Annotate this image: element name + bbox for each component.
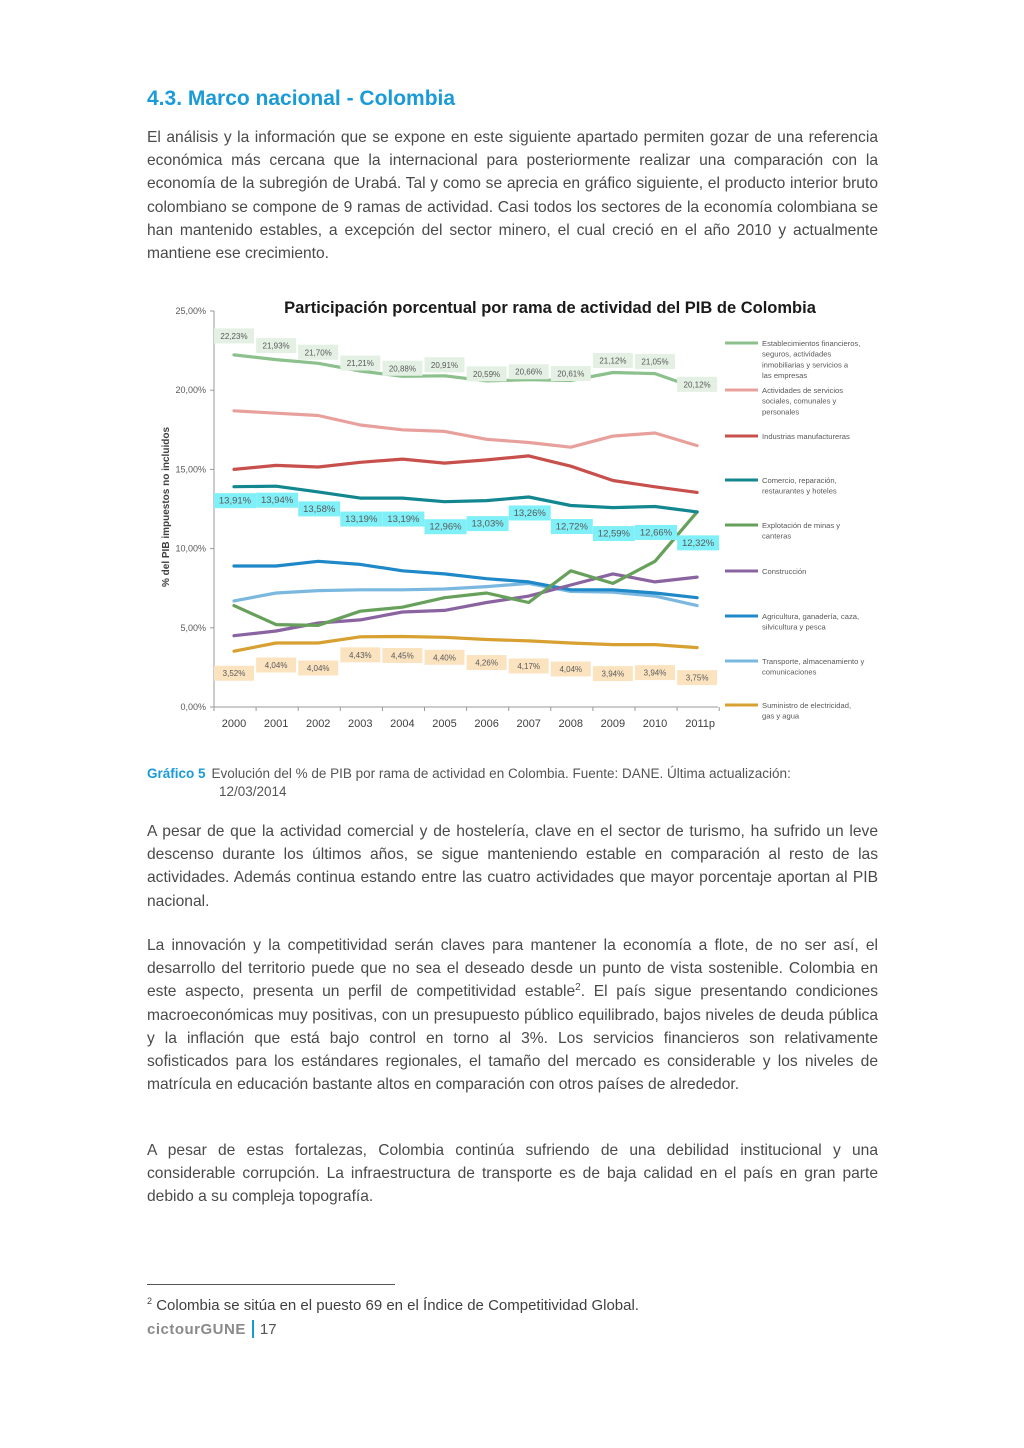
page-footer bbox=[147, 1320, 277, 1338]
legend-label: sociales, comunales y bbox=[762, 396, 837, 406]
footnote-number: 2 bbox=[147, 1296, 153, 1306]
data-label: 4,43% bbox=[348, 650, 372, 660]
legend-label: Construcción bbox=[762, 567, 807, 576]
legend-label: Establecimientos financieros, bbox=[762, 339, 861, 348]
chart-title: Participación porcentual por rama de actividad del PIB de Colombia bbox=[284, 299, 816, 317]
section-heading: 4.3. Marco nacional - Colombia bbox=[147, 87, 456, 110]
data-label: 22,23% bbox=[220, 331, 248, 341]
legend-label: Suministro de electricidad, bbox=[762, 701, 852, 710]
chart-canvas bbox=[150, 290, 890, 740]
data-label: 12,72% bbox=[555, 521, 588, 533]
legend-label: gas y agua bbox=[762, 711, 800, 721]
page-number: 17 bbox=[259, 1320, 277, 1338]
x-tick-label: 2005 bbox=[432, 718, 457, 730]
paragraph-competitiveness bbox=[147, 934, 878, 1096]
data-label: 4,04% bbox=[264, 661, 288, 671]
x-tick-label: 2007 bbox=[516, 718, 541, 730]
data-label: 21,70% bbox=[304, 348, 332, 358]
data-label: 3,75% bbox=[685, 673, 709, 683]
x-tick-label: 2009 bbox=[600, 718, 626, 730]
legend-label: silvicultura y pesca bbox=[762, 622, 826, 632]
y-tick-label: 15,00% bbox=[175, 464, 206, 475]
data-label: 4,40% bbox=[433, 653, 456, 663]
legend-label: restaurantes y hoteles bbox=[762, 486, 837, 496]
legend-label: comunicaciones bbox=[762, 667, 817, 677]
y-tick-label: 20,00% bbox=[175, 385, 206, 396]
data-label: 13,03% bbox=[471, 518, 504, 530]
data-label: 20,91% bbox=[430, 360, 459, 370]
data-label: 13,58% bbox=[303, 503, 336, 515]
footnote-divider bbox=[147, 1284, 395, 1285]
series-line bbox=[234, 456, 697, 493]
data-label: 20,88% bbox=[388, 364, 416, 374]
y-tick-label: 10,00% bbox=[175, 543, 206, 554]
series-line bbox=[234, 637, 697, 652]
data-label: 4,04% bbox=[559, 665, 583, 675]
data-label: 20,59% bbox=[473, 369, 501, 379]
legend-label: Comercio, reparación, bbox=[762, 476, 837, 485]
data-label: 3,94% bbox=[643, 668, 667, 678]
data-label: 20,66% bbox=[515, 367, 543, 377]
data-label: 13,19% bbox=[387, 514, 420, 526]
data-label: 12,96% bbox=[429, 521, 462, 533]
x-tick-label: 2003 bbox=[348, 718, 373, 730]
x-tick-label: 2002 bbox=[305, 718, 331, 730]
data-label: 13,26% bbox=[513, 507, 546, 519]
data-label: 20,12% bbox=[683, 380, 711, 390]
x-tick-label: 2004 bbox=[390, 718, 415, 730]
paragraph-text: . El país sigue presentando condiciones macroeconómicas muy positivas, con un presupuesto público equilibrado, bajos niveles de deuda pública y la inflación que está bajo control en torno al 3%. Los servicios financieros son relativamente sofisticados para los estándares regionales, el tamaño del mercado es considerable y los niveles de matrícula en educación bastante altos en comparación con otros países de alrededor. bbox=[147, 983, 879, 1094]
caption-date: 12/03/2014 bbox=[219, 784, 287, 799]
paragraph-text: La innovación y la competitividad serán claves para mantener la economía a flote, de no ser así, el desarrollo del territorio puede que no sea el deseado desde un punto de vista sostenible. Colombia en este aspecto, presenta un perfil de competitividad estable bbox=[147, 937, 878, 1001]
footer-divider bbox=[252, 1320, 254, 1338]
series-line bbox=[234, 411, 697, 447]
data-label: 13,91% bbox=[218, 495, 252, 507]
x-tick-label: 2010 bbox=[642, 718, 668, 730]
data-label: 12,66% bbox=[639, 527, 673, 539]
y-tick-label: 0,00% bbox=[180, 702, 206, 712]
data-label: 4,26% bbox=[475, 658, 498, 668]
y-tick-label: 25,00% bbox=[175, 306, 206, 316]
x-tick-label: 2008 bbox=[558, 718, 584, 730]
data-label: 21,12% bbox=[599, 356, 627, 366]
data-label: 4,04% bbox=[306, 664, 330, 674]
paragraph-intro: El análisis y la información que se expone en este siguiente apartado permiten gozar de una referencia económica más cercana que la internacional para posteriormente realizar una comparación con la economía de la subregión de Urabá. Tal y como se aprecia en gráfico siguiente, el producto interior bruto colombiano se compone de 9 ramas de actividad. Casi todos los sectores de la economía colombiana se han mantenido estables, a excepción del sector minero, el cual creció en el año 2010 y actualmente mantiene ese crecimiento. bbox=[147, 129, 878, 263]
x-tick-label: 2006 bbox=[474, 718, 499, 730]
legend-label: inmobiliarias y servicios a bbox=[762, 360, 849, 370]
legend-label: Industrias manufactureras bbox=[762, 432, 850, 441]
data-label: 12,59% bbox=[597, 528, 631, 540]
data-label: 13,94% bbox=[260, 495, 294, 507]
line-chart bbox=[150, 290, 890, 740]
x-tick-label: 2011p bbox=[685, 718, 715, 730]
legend-label: personales bbox=[762, 407, 800, 417]
footnote-text: Colombia se sitúa en el puesto 69 en el Índice de Competitividad Global. bbox=[156, 1297, 639, 1314]
legend-label: seguros, actividades bbox=[762, 349, 832, 359]
data-label: 12,32% bbox=[681, 537, 715, 549]
y-tick-label: 5,00% bbox=[180, 622, 206, 633]
figure-caption bbox=[147, 765, 878, 801]
legend-label: Actividades de servicios bbox=[762, 386, 844, 395]
legend-label: Explotación de minas y bbox=[762, 521, 841, 530]
data-label: 13,19% bbox=[345, 514, 378, 526]
caption-label: Gráfico 5 bbox=[147, 766, 206, 781]
data-label: 21,93% bbox=[262, 341, 290, 351]
data-label: 21,05% bbox=[641, 357, 669, 367]
x-tick-label: 2001 bbox=[263, 718, 289, 730]
data-label: 3,94% bbox=[601, 669, 625, 679]
paragraph-commerce: A pesar de que la actividad comercial y de hostelería, clave en el sector de turismo, ha sufrido un leve descenso durante los últimos años, se sigue manteniendo estable en comparación al resto de las actividades. Además continua estando entre las cuatro actividades que mayor porcentaje aportan al PIB nacional. bbox=[147, 823, 878, 910]
legend-label: Transporte, almacenamiento y bbox=[762, 657, 865, 666]
caption-text: Evolución del % de PIB por rama de actividad en Colombia. Fuente: DANE. Última actualización: bbox=[211, 766, 791, 781]
legend-label: canteras bbox=[762, 531, 792, 541]
paragraph-weaknesses: A pesar de estas fortalezas, Colombia continúa sufriendo de una debilidad institucional y una considerable corrupción. La infraestructura de transporte es de baja calidad en el país en gran parte debido a su compleja topografía. bbox=[147, 1142, 878, 1206]
legend-label: las empresas bbox=[762, 371, 808, 381]
footnote-ref[interactable]: 2 bbox=[575, 982, 581, 994]
data-label: 3,52% bbox=[222, 669, 246, 679]
data-label: 4,45% bbox=[391, 651, 414, 661]
footnote bbox=[147, 1296, 639, 1314]
brand-logo: cictourGUNE bbox=[147, 1320, 246, 1338]
data-label: 20,61% bbox=[557, 369, 585, 379]
data-label: 21,21% bbox=[346, 359, 374, 369]
legend-label: Agricultura, ganadería, caza, bbox=[762, 612, 860, 621]
y-axis-label: % del PIB impuestos no incluidos bbox=[161, 426, 172, 588]
x-tick-label: 2000 bbox=[221, 718, 247, 730]
data-label: 4,17% bbox=[517, 661, 541, 671]
